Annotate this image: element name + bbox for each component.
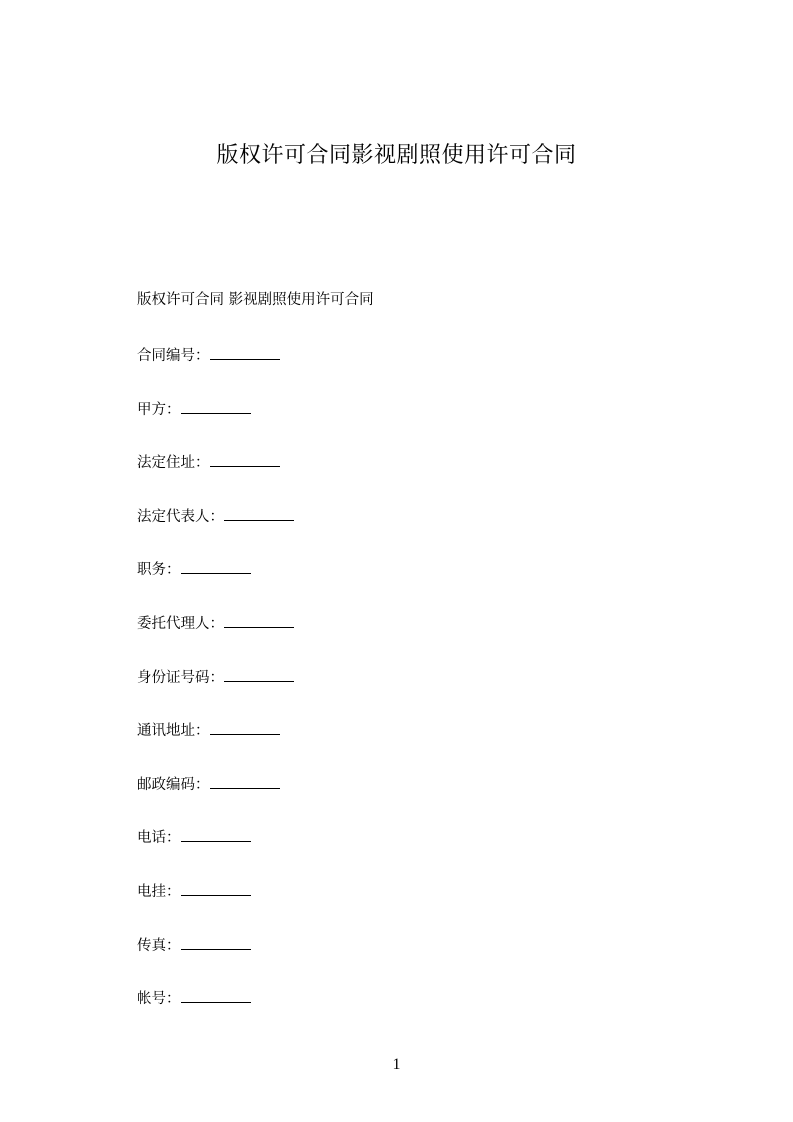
field-legal-representative [137,504,294,558]
fill-in-blank[interactable] [210,343,280,360]
field-account-number [137,986,294,1040]
fill-in-blank[interactable] [181,933,251,950]
fill-in-blank[interactable] [181,557,251,574]
field-position [137,557,294,611]
field-label: 帐号： [137,991,181,1008]
field-label: 电挂： [137,883,181,900]
fill-in-blank[interactable] [181,879,251,896]
page-number: 1 [392,1056,401,1073]
field-label: 通讯地址： [137,723,210,740]
field-legal-address [137,450,294,504]
document-title: 版权许可合同影视剧照使用许可合同 [216,143,577,168]
fill-in-blank[interactable] [210,718,280,735]
field-mailing-address [137,718,294,772]
fill-in-blank[interactable] [224,504,294,521]
field-label: 合同编号： [137,348,210,364]
field-postal-code [137,772,294,826]
fill-in-blank[interactable] [210,772,280,789]
fill-in-blank[interactable] [181,825,251,842]
field-label: 电话： [137,830,181,847]
document-subtitle: 版权许可合同 影视剧照使用许可合同 [137,292,374,308]
fill-in-blank[interactable] [210,450,280,467]
field-party-a [137,397,294,451]
field-label: 法定代表人： [137,508,224,525]
field-label: 传真： [137,937,181,954]
fill-in-blank[interactable] [181,397,251,414]
field-authorized-agent [137,611,294,665]
field-id-number [137,665,294,719]
field-telegraph [137,879,294,933]
contract-field-list [137,343,294,1040]
field-label: 法定住址： [137,455,210,472]
field-label: 委托代理人： [137,615,224,632]
field-fax [137,933,294,987]
field-label: 职务： [137,562,181,579]
fill-in-blank[interactable] [224,611,294,628]
fill-in-blank[interactable] [181,986,251,1003]
field-phone [137,825,294,879]
fill-in-blank[interactable] [224,665,294,682]
field-label: 身份证号码： [137,669,224,686]
field-label: 邮政编码： [137,776,210,793]
field-label: 甲方： [137,401,181,418]
field-contract-number [137,343,294,397]
